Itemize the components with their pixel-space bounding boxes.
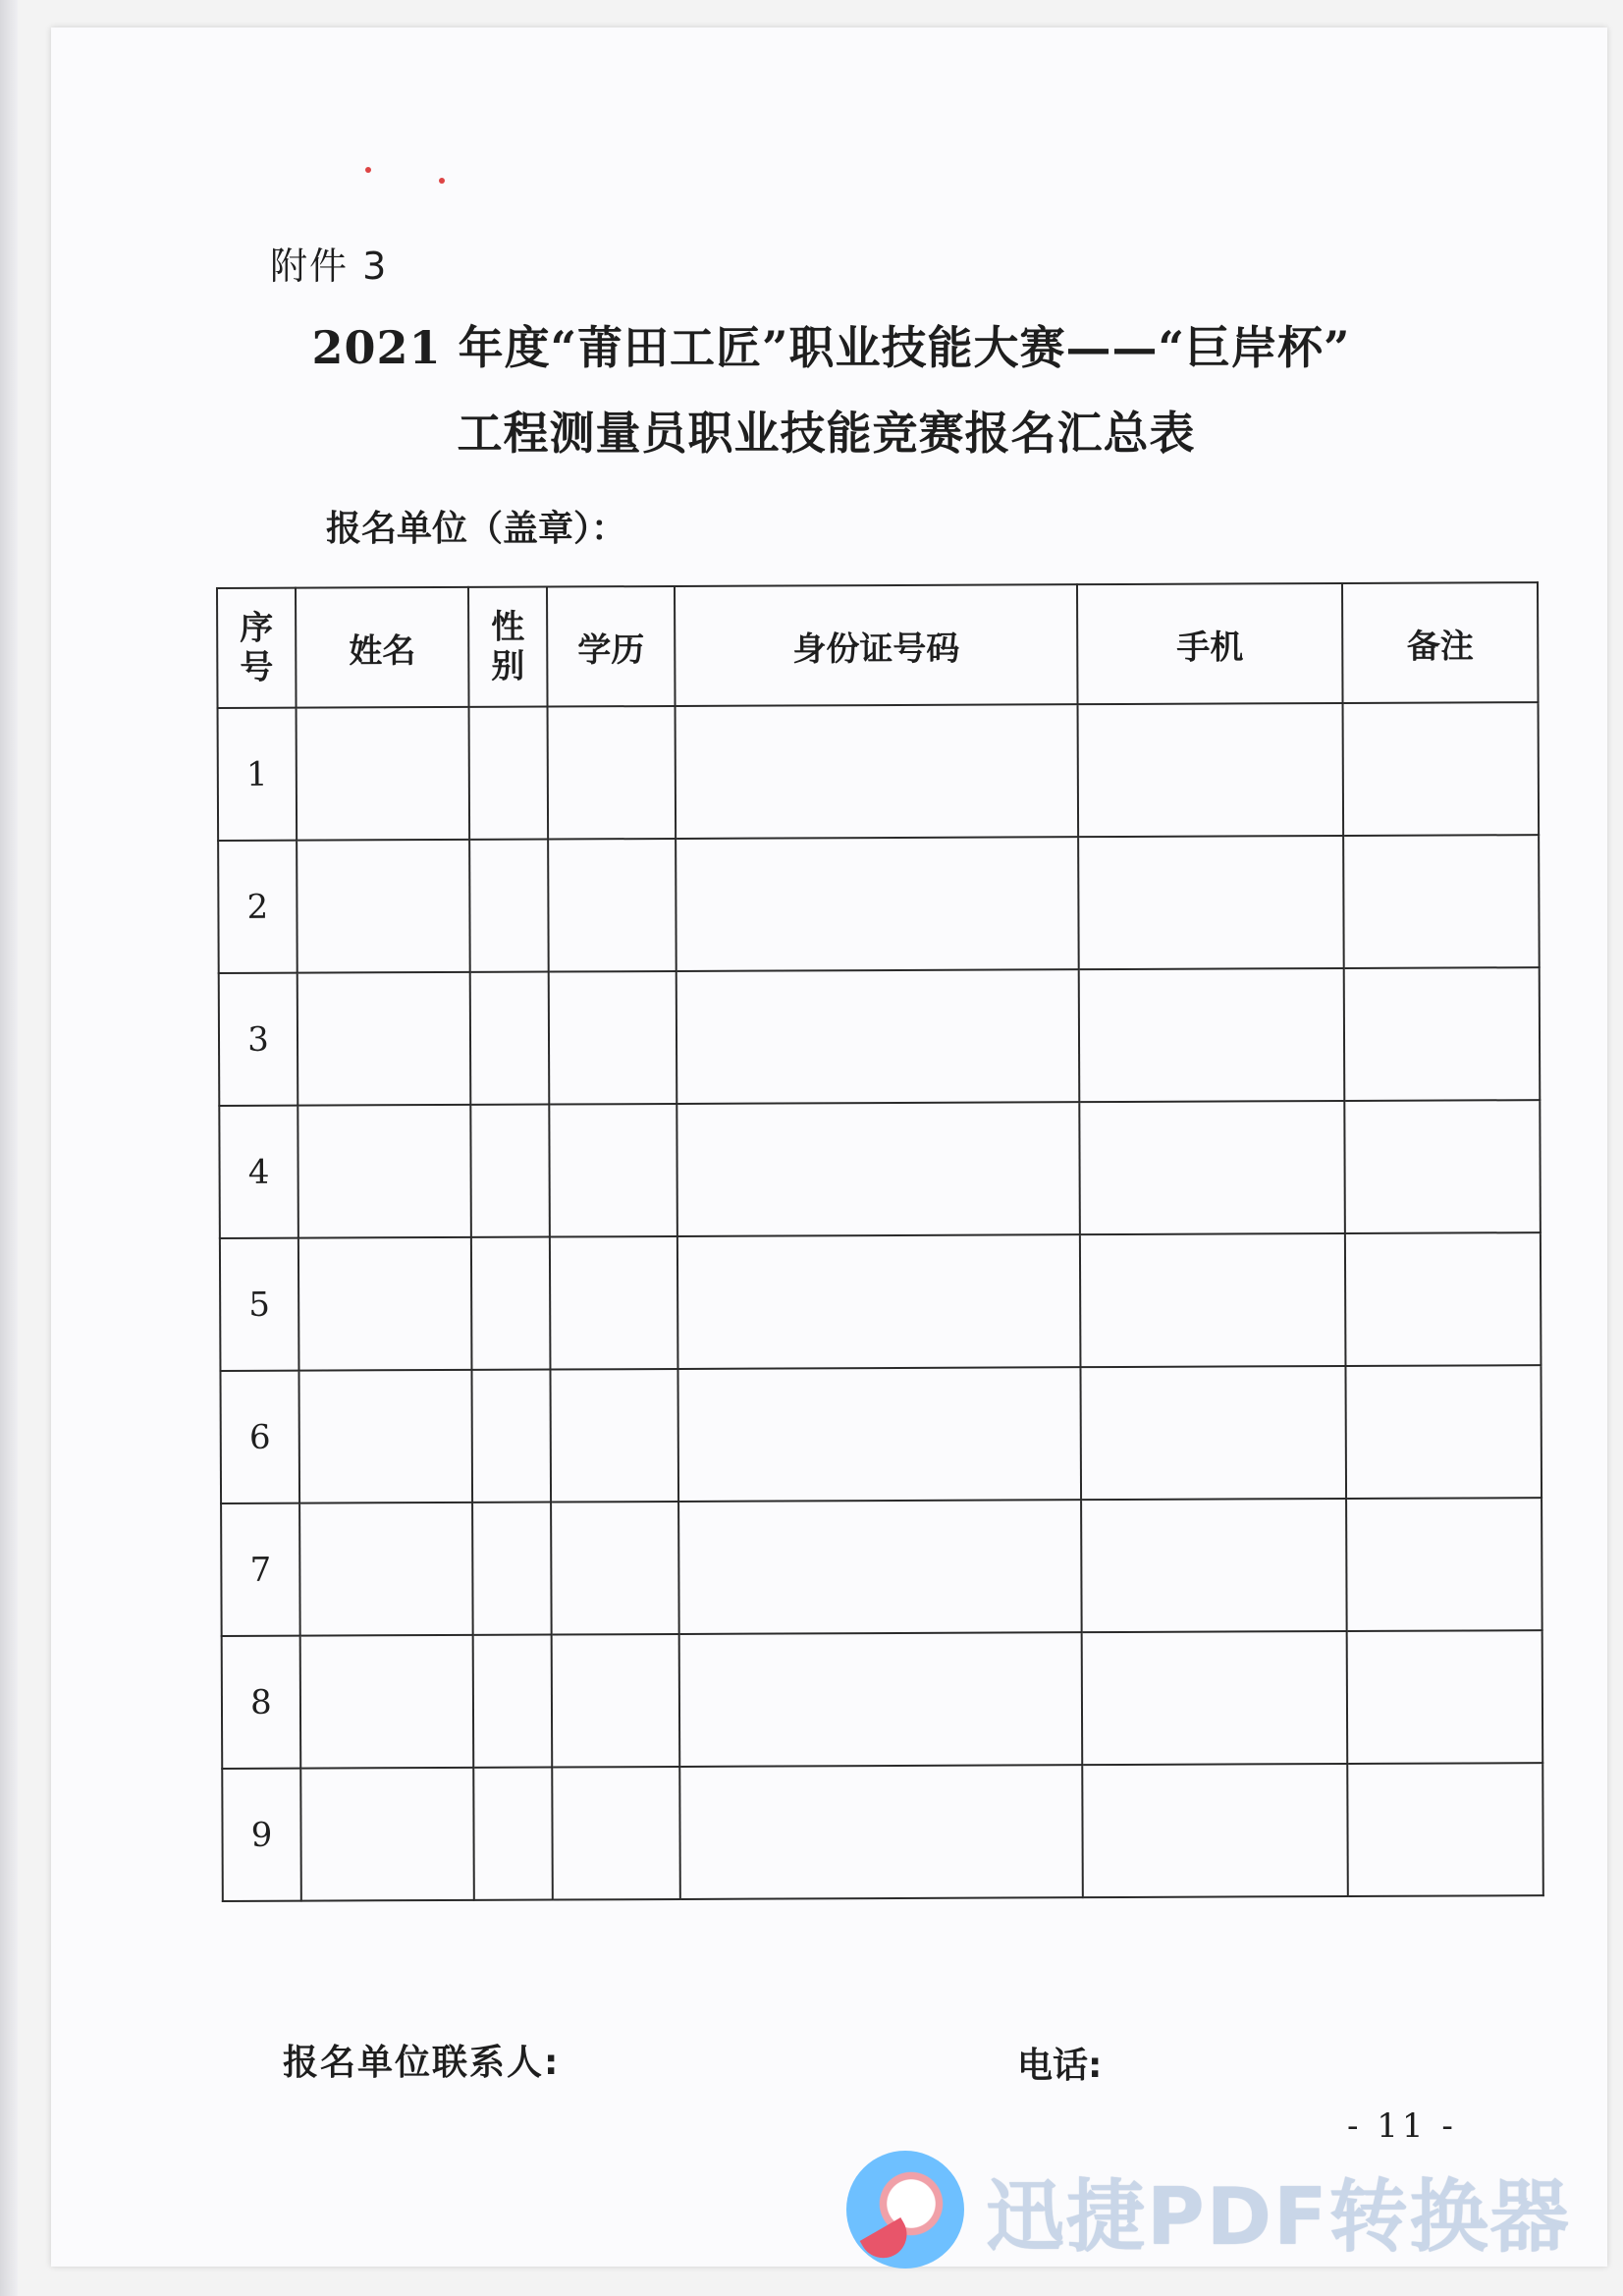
- id-number-cell[interactable]: [677, 1367, 1081, 1502]
- header-education: 学历: [547, 586, 676, 707]
- row-index-cell: 5: [220, 1238, 299, 1371]
- header-gender: 性 别: [468, 587, 548, 707]
- remarks-cell[interactable]: [1345, 1232, 1542, 1366]
- id-number-cell[interactable]: [677, 1234, 1081, 1369]
- name-cell[interactable]: [298, 1370, 472, 1503]
- education-cell[interactable]: [548, 706, 676, 840]
- id-number-cell[interactable]: [676, 1102, 1080, 1236]
- phone-label: 电话:: [1017, 2046, 1103, 2086]
- table-row: [220, 1365, 1542, 1503]
- gender-cell[interactable]: [471, 1370, 551, 1503]
- id-number-cell[interactable]: [676, 969, 1080, 1104]
- row-index-cell: 1: [218, 708, 298, 841]
- gender-cell[interactable]: [471, 1237, 551, 1370]
- gender-cell[interactable]: [473, 1635, 553, 1768]
- remarks-cell[interactable]: [1346, 1498, 1542, 1631]
- phone-cell[interactable]: [1081, 1499, 1347, 1632]
- id-number-cell[interactable]: [676, 837, 1079, 971]
- table-row: [221, 1498, 1542, 1636]
- gender-cell[interactable]: [470, 1105, 550, 1237]
- education-cell[interactable]: [550, 1369, 678, 1503]
- header-id-number: 身份证号码: [675, 584, 1078, 706]
- name-cell[interactable]: [298, 1105, 471, 1238]
- education-cell[interactable]: [548, 839, 676, 972]
- phone-cell[interactable]: [1080, 1233, 1346, 1367]
- education-cell[interactable]: [552, 1634, 680, 1768]
- id-number-cell[interactable]: [679, 1765, 1083, 1899]
- registering-unit-label: 报名单位（盖章）：: [326, 509, 627, 549]
- education-cell[interactable]: [549, 1104, 677, 1237]
- remarks-cell[interactable]: [1343, 835, 1540, 968]
- table-row: [219, 967, 1541, 1106]
- gender-cell[interactable]: [470, 972, 550, 1105]
- row-index-cell: 8: [222, 1636, 301, 1769]
- id-number-cell[interactable]: [678, 1500, 1082, 1634]
- ink-speck: [439, 178, 445, 184]
- document-title-line1: 2021 年度“莆田工匠”职业技能大赛——“巨岸杯”: [311, 321, 1351, 374]
- remarks-cell[interactable]: [1344, 1100, 1541, 1233]
- table-header-row: [217, 582, 1539, 708]
- remarks-cell[interactable]: [1347, 1630, 1543, 1764]
- education-cell[interactable]: [551, 1502, 679, 1635]
- phone-cell[interactable]: [1079, 968, 1345, 1102]
- header-remarks: 备注: [1342, 582, 1539, 703]
- education-cell[interactable]: [552, 1767, 680, 1900]
- row-index-cell: 4: [219, 1106, 298, 1238]
- phone-cell[interactable]: [1079, 1101, 1345, 1234]
- gender-cell[interactable]: [473, 1768, 553, 1900]
- gender-cell[interactable]: [469, 840, 549, 972]
- header-index: 序 号: [217, 588, 297, 708]
- header-name: 姓名: [296, 587, 469, 708]
- remarks-cell[interactable]: [1345, 1365, 1542, 1499]
- contact-person-label: 报名单位联系人:: [283, 2043, 561, 2083]
- remarks-cell[interactable]: [1344, 967, 1541, 1101]
- table-row: [220, 1232, 1542, 1371]
- row-index-cell: 7: [221, 1503, 300, 1636]
- name-cell[interactable]: [300, 1635, 474, 1769]
- watermark-text: 迅捷PDF转换器: [986, 2170, 1571, 2263]
- name-cell[interactable]: [300, 1768, 474, 1901]
- table-row: [219, 1100, 1541, 1238]
- name-cell[interactable]: [297, 840, 470, 973]
- education-cell[interactable]: [549, 971, 677, 1105]
- page-number: - 11 -: [1347, 2106, 1457, 2146]
- name-cell[interactable]: [298, 1237, 472, 1371]
- phone-cell[interactable]: [1082, 1764, 1348, 1897]
- gender-cell[interactable]: [469, 707, 549, 840]
- phone-cell[interactable]: [1078, 703, 1344, 837]
- id-number-cell[interactable]: [679, 1632, 1083, 1767]
- table-row: [218, 835, 1540, 973]
- name-cell[interactable]: [298, 972, 471, 1106]
- id-number-cell[interactable]: [676, 704, 1079, 839]
- remarks-cell[interactable]: [1347, 1763, 1543, 1896]
- converter-logo-icon: [846, 2151, 964, 2269]
- name-cell[interactable]: [299, 1503, 473, 1636]
- phone-cell[interactable]: [1078, 836, 1344, 969]
- row-index-cell: 6: [220, 1371, 299, 1503]
- header-phone: 手机: [1077, 583, 1343, 704]
- education-cell[interactable]: [550, 1236, 678, 1370]
- row-index-cell: 3: [219, 973, 298, 1106]
- ink-speck: [365, 167, 371, 173]
- name-cell[interactable]: [297, 707, 470, 841]
- table-body: [218, 702, 1543, 1901]
- phone-cell[interactable]: [1080, 1366, 1346, 1500]
- attachment-label: 附件 3: [270, 245, 389, 288]
- row-index-cell: 2: [218, 841, 298, 973]
- gender-cell[interactable]: [472, 1503, 552, 1635]
- registration-table: [216, 581, 1544, 1902]
- table-row: [222, 1763, 1543, 1901]
- document-title-line2: 工程测量员职业技能竞赛报名汇总表: [457, 407, 1196, 460]
- remarks-cell[interactable]: [1343, 702, 1540, 836]
- table-row: [222, 1630, 1543, 1769]
- phone-cell[interactable]: [1082, 1631, 1348, 1765]
- table-row: [218, 702, 1540, 841]
- watermark: [846, 2151, 1571, 2269]
- row-index-cell: 9: [222, 1769, 301, 1901]
